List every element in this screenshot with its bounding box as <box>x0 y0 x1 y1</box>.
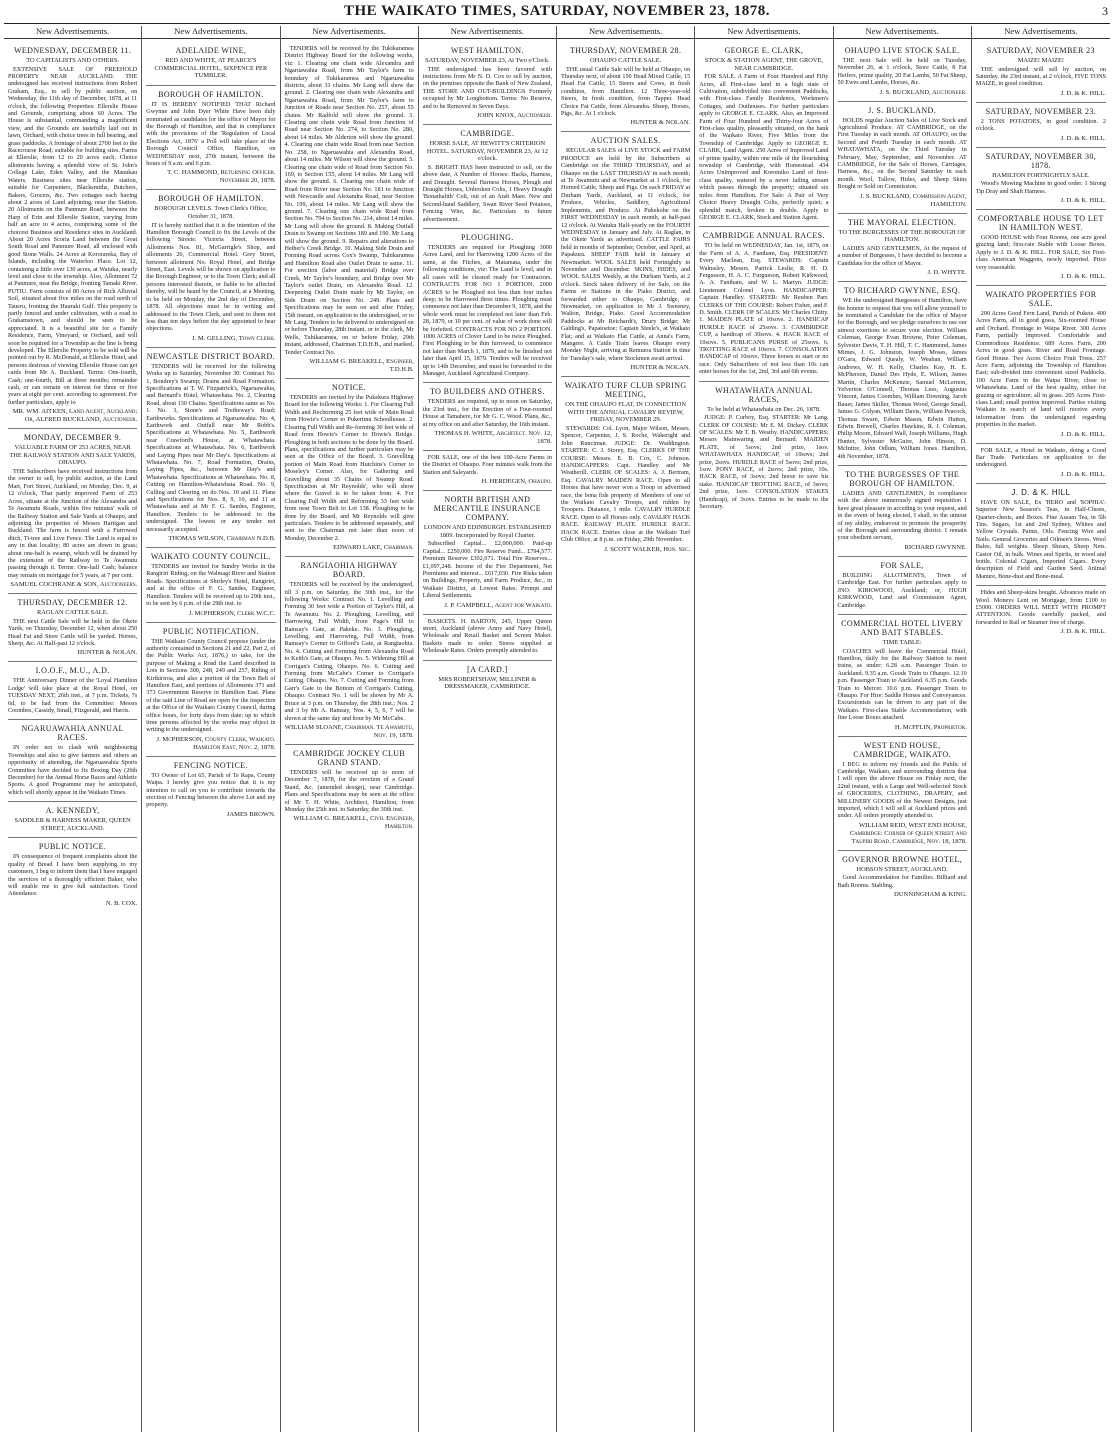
advertisement <box>8 838 137 911</box>
ad-body: THE next Cattle Sale will be held in the Okete Yards, on Thursday, December 12, when about 250 Head Fat and Store Cattle will be yarded. Horses, Sheep, &c. At Half-past 12 o'clock. <box>8 617 138 647</box>
ad-title: NOTICE. <box>332 383 367 393</box>
ad-title: J. D. & K. HILL <box>1011 487 1071 497</box>
advertisement <box>423 661 552 696</box>
ad-subtitle: RED AND WHITE, AT PEARCE'S COMMERCIAL HOTEL, SIXPENCE PER TUMBLER. <box>154 57 268 80</box>
ad-signature: J. McPHERSON, Clerk W.C.C. <box>188 609 276 617</box>
ad-subtitle: MRS ROBERTSHAW, MILLINER & DRESSMAKER, CAMBRIDGE. <box>438 675 537 691</box>
ad-signature: HUNTER & NOLAN. <box>630 364 691 372</box>
advertisement <box>146 757 275 823</box>
ad-body: THE next Sale will be held on Tuesday, November 26, at 1 o'clock, Store Cattle, 8 Fat Heifers, prime quality, 20 Fat Lambs, 50 Fat Sheep, 50 Ewes and Lambs, Horses, &c. <box>837 57 967 87</box>
ad-title: GOVERNOR BROWNE HOTEL, <box>842 854 963 864</box>
advertisement <box>838 214 967 282</box>
advertisement <box>146 190 275 347</box>
ad-body: Subscribed Capital... £2,000,000. Paid-up Capital... £250,000. Fire Reserve Fund... £794,577. Premium Reserve £302,671. Total Fire Reserves... £1,097,248. Income of the Fire Department, Net Premiums and interest... £617,030. Fire Risks taken on Buildings, Property, and Farm Produce, &c., in Waikato District, at Lowest Rates. Prompt and Liberal Settlements. <box>422 540 552 600</box>
ad-signature: J. D. & K. HILL. <box>1060 134 1106 142</box>
ad-subtitle: MAIZE! MAIZE! <box>1017 57 1065 64</box>
ad-title: RANGIAOHIA HIGHWAY BOARD. <box>300 561 398 580</box>
ad-signature: THOMAS WILSON, Chairman N.D.B. <box>168 535 276 543</box>
ad-body: IT is hereby notified that it is the intention of the Hamilton Borough Council to fix the Levels of the following Streets: Victoria Street, between Allotments Nos. 81, McGarrigle's Shop, and allotments 26, Commercial Hotel. Grey Street, between allotment No. Royal Hotel, and Bridge Street, East. Levels will be shown on application to the Borough Engineer, or to the Town Clerk; and all persons interested therein, or liable to be affected thereby, will be heard by the Council, at a Meeting, to be held on Monday, the 2nd day of December, 1878. All objections must be in writing and addressed to the Town Clerk, and sent to them not less than ten days before the day appointed to hear objections. <box>146 221 276 333</box>
ad-signature: J. D. & K. HILL. <box>1060 628 1106 636</box>
ad-title: COMMERCIAL HOTEL LIVERY AND BAIT STABLES. <box>841 618 964 637</box>
advertisement <box>423 125 552 229</box>
advertisement <box>423 383 552 451</box>
column-header: New Advertisements. <box>834 26 971 39</box>
ad-signature: J. McPHERSON, County Clerk, Waikato. Hamilton East, Nov. 2, 1878. <box>156 735 276 751</box>
column-header: New Advertisements. <box>557 26 694 39</box>
ad-subtitle: TO CAPITALISTS AND OTHERS. <box>26 57 119 64</box>
ad-body: WE the undersigned Burgesses of Hamilton, have the honour to request that you will allow yourself to be nominated a Candidate for the office of Mayor for the Borough, and we pledge ourselves to use our utmost exertions to secure your election. William Coleman, George Evan Browne, Peter Coleman, Sylvester Davis, T. H. Hill, T. C. Hammond, James Mimes, J. G. Johnston, Joseph Moses, James O'Gara, Edward Quealy, W. Weaban, William Andrews, W. H. Kelly, Charles Kay, H. E. McPherson, Daniel Des Hyde, E. Wilson, James Martin, Charles McKenzie, Samuel McLernon, Yelverton O'Connell, Thomas Lees, Augustus Vincent, James Coombes, William Downing, Jacob Bauer, James Skiller, Thomas Wood, George Small, James G. Colyan, William Davis, William Peacock, Thomas Swarn, Edwin Mason, Edwin Hutton, Edwin Brewell, Charles Hawkins, R. J. Coleman, Philip Moore, Edward Wall, Joseph Williams, Hugh Hunter, Sylvester McGuire, John Hinson, D. McIntire, John Odlum, William Jones. Hamilton, 4th November, 1878. <box>837 297 967 460</box>
ad-subtitle: STOCK & STATION AGENT, THE GROVE, NEAR CAMBRIDGE. <box>704 57 823 72</box>
ad-title: THE MAYORAL ELECTION. <box>847 217 957 227</box>
ad-body: STEWARDS: Col. Lyon, Major Wilson, Messrs. Spencer, Carpenter, J. S. Roche, Wakeright and John Runciman. JUDGE: Dr. Waddington. STARTER: C. J. Storey, Esq. CLERKS OF THE COURSE: Messrs. E. B. Cox, C. Johnson. HANDICAPPERS: Capt. Handley and Mr Weatherill. CLERK OF SCALES: A. J. Bertram, Esq. CAVALRY MAIDEN RACE. Open to all Horses that have never won a Troop or advertised race, the bona fide property of Members of one of the Waikato Cavalry Troops, and ridden by Troopers. Distance, 1 mile. CAVALRY HURDLE RACE. Open to all Horses only. CAVALRY HACK RACE. RAILWAY PLATE. HURDLE RACE. HACK RACE. Entries close at the Waikato Turf Club Office, at 8 p.m. on Friday, 29th November. <box>561 425 691 544</box>
ad-body: IT IS HEREBY NOTIFIED THAT Richard Gwynne and John Dyer White Have been duly nominated as candidates for the office of Mayor for the Borough of Hamilton, and that in compliance with the provisions of the 'Regulation of Local Elections Act, 1876' a Poll will take place at the Borough Council Office, Hamilton, on WEDNESDAY next, 27th instant, between the hours of 9 a.m. and 6 p.m. <box>146 100 276 168</box>
ad-body: TENDERS will be received for the following Works up to Saturday, November 30: Contract No. 1, Boudrey's Swamp; Drains and Road Formation. Specifications at T. W. Fitzpatrick's, Ngaruawahia, and Bernard's Hotel, Whatawhata. No. 2, Clearing Road, about 130 Chains. Specifications same as No. 1. No. 3, Stone's and Tretheway's Road; Earthworks. Specifications at Ngaruawahia. No. 4, Earthwork and Outfall near Mr Robb's. Specifications at Whatawhata. No. 5, Earthwork near Crawford's House, at Whatawhata. Specifications at Whatawhata. No. 6, Earthwork and Laying Pipes near Mr Day's. Specifications at Whatawhata. No. 7, Road Formation, Drains, Laying Pipes, &c., between Mr Day's and Whatawhata. Specifications at Whatawhata. No. 8, Cutting on Hamilton-Whatawhata Road. No. 9, Culling and Clearing on do Nos. 10 and 11. Plans and Specifications for Nos. 8, 9, 10, and 11 at Whatawhata and at Mr F. G. Sandes, Engineer, Hamilton. Tenders to be addressed to the undersigned. The lowest or any tender not necessarily accepted. <box>146 362 276 533</box>
ad-signature: J. D. & K. HILL. <box>1060 197 1106 205</box>
ad-signature: J. P. CAMPBELL, Agent for Waikato. <box>444 601 552 609</box>
column-header: New Advertisements. <box>695 26 832 39</box>
ad-signature: WILLIAM REID, WEST END HOUSE, Cambridge: Corner of Queen Street and Taupiri Road. Cambridge, Nov. 18, 1878. <box>849 821 967 845</box>
ad-body: TENDERS will be received by the undersigned, till 3 p.m. on Saturday, the 30th inst., for the following Works: Contract No. 1. Levelling and Forming 30 feet wide a Portion of Taylor's Hill, at Te Awamutu. No. 2. Ploughing, Levelling, and Harrowing, Full Width, from Page's Hill to Ramsay's Gate, at Pakeke. No. 3. Ploughing, Levelling, and Harrowing, Full Width, from Ramsay's Corner to Gifford's Gate, at Rangiaohia. No. 4. Cutting and Forming from Alexandra Road to Keith's Gate, at Ohaupo. No. 5. Widening Hill at Corrigan's Cutting, Ohaupo. No. 6. Cutting and Forming from McCabe's Corner to Corrigan's Cutting, Ohaupo. No. 7. Cutting and Forming from Garr's Gate to the Bottom of Corrigan's Cutting, Ohaupo. Contract No. 1 will be shown by Mr A. Bruce at 3 p.m. on Thursday, the 28th inst.; Nos. 2 and 3 by Mr A. Ramsay, Nos. 4, 5, 6, 7 will be shown at the same day and hour by Mr McCabe. <box>284 581 414 722</box>
ad-title: AUCTION SALES. <box>590 136 661 146</box>
ad-title: TO BUILDERS AND OTHERS. <box>429 387 545 397</box>
ad-subtitle: HORSE SALE, AT HEWITT'S CRITERION HOTEL. SATURDAY, NOVEMBER 23, At 12 o'clock. <box>426 140 548 163</box>
ad-signature: EDWARD LAKE, Chairman. <box>333 544 414 552</box>
advertisement <box>838 102 967 214</box>
advertisement <box>699 227 828 381</box>
column-6 <box>695 26 833 1432</box>
ad-title: WEST END HOUSE, CAMBRIDGE, WAIKATO. <box>853 740 951 759</box>
advertisement <box>423 451 552 491</box>
advertisement <box>699 42 828 227</box>
ad-title: PLOUGHING. <box>461 233 514 243</box>
ad-body: THE Subscribers have received instructions from the owner to sell, by public auction, at the Land Mart, Fort Street, Auckland, on Monday, Dec. 9, at 12 o'clock, That partly improved Farm of 253 Acres, situate at the Junction of the Alexandra and Te Awamutu Roads, within five minutes' walk of the Railway Station and Sale Yards at Ohaupo, and adjoining the properties of Messrs Hartigan and Buckland. The farm is fenced with a Furrowed ditch, Ti-tree and Live Fence. The Land is equal to any in that locality; 80 acres are down in grass; about one-half is swamp, which will be drained by the extension of the Railway to Te Awamutu passing through it. Terms: One-half Cash; balance may remain on mortgage for 5 years, at 7 per cent. <box>8 468 138 579</box>
ad-signature: J. D. & K. HILL. <box>1060 273 1106 281</box>
ad-title: WEDNESDAY, DECEMBER 11. <box>13 46 132 55</box>
column-header: New Advertisements. <box>419 26 556 39</box>
ad-body: LADIES AND GENTLEMEN, At the request of a number of Burgesses, I have decided to become a Candidate for the office of Mayor. <box>837 244 967 267</box>
ad-signature: JOHN KNOX, Auctioneer. <box>476 112 552 120</box>
ad-signature: DUNNINGHAM & KING. <box>894 891 967 899</box>
ad-subtitle: SADDLER & HARNESS MAKER, QUEEN STREET, AUCKLAND. <box>14 817 131 832</box>
ad-body: JUDGE: P. Corboy, Esq. STARTER: Mr Lang. CLERK OF COURSE: Mr E. M. Dickey. CLERK OF SCALES: Mr T. B. Westby. HANDICAPPERS: Messrs Mainwaring and Bernard. MAIDEN PLATE, of 5sovs; 2nd prize, 1sov. WHATAWHATA HANDICAP, of 10sovs; 2nd prize, 2sovs. HURDLE RACE of 5sovs; 2nd prize, 1sov. PONY RACE, of 2sovs; 2nd prize, 10s. HACK RACE, of 3sovs; 2nd horse to save his stake. HANDICAP TROTTING RACE, of 3sovs; 2nd prize, 1sov. CONSOLATION STAKES (Handicap), of 3sovs. Entries to be made to the Secretary. <box>699 414 829 511</box>
ad-body: TENDERS are required for Ploughing 3000 Acres Land, and for Harrowing 1200 Acres of the same, at the Fitches, at Matamata, under the following conditions, viz: The Land is level, and in all cases will be cleared ready for Contractors. CONTRACTS FOR NO 1 PORTION. 2000 ACRES to be Ploughed not less than four inches deep; to be Harrowed three times. Ploughing must commence not later than December 9, 1878, and the whole work must be completed not later than Feb. 28, 1879, or 10 per cent. of value of work done will be forfeited. CONTRACTS FOR NO 2 PORTION. 1000 ACRES of Clover Land to be twice Ploughed. First Ploughing to be thin furrowed, to commence not later than March 1, 1879, and to be finished not later than April 15, 1879. Tenders will be received up to 14th December, and must be forwarded to the Manager, Auckland Agricultural Company. <box>422 244 552 377</box>
newspaper-title: THE WAIKATO TIMES, SATURDAY, NOVEMBER 23, 1878. <box>343 3 771 19</box>
ad-body: THE usual Cattle Sale will be held at Ohaupo, on Thursday next, of about 150 Head Mixed Cattle, 15 Head Fat Cattle, 15 Steers and Cows, in fresh condition, from Hamilton. 12 Three-year-old Steers, In fresh condition, from Tapper. Head Choice Fat Cattle, from Alexandra. Sheep, Horses, Pigs, &c. At 1 o'clock. <box>561 65 691 118</box>
ad-title: J. S. BUCKLAND. <box>868 105 937 115</box>
ad-title: WEST HAMILTON. <box>450 46 524 55</box>
ad-subtitle: RAGLAN CATTLE SALE. <box>37 609 109 617</box>
ad-signature: WILLIAM SLOANE, Chairman. Te Awamutu, Nov. 19, 1878. <box>284 723 414 739</box>
column-7 <box>834 26 972 1432</box>
ad-subtitle: TIME TABLE: <box>882 638 922 646</box>
ad-title: MONDAY, DECEMBER 9. <box>23 433 122 443</box>
advertisement <box>423 229 552 383</box>
page-number: 3 <box>1102 4 1108 18</box>
ad-subtitle: HAMILTON FORTNIGHTLY SALE. <box>992 171 1090 179</box>
advertisement <box>976 586 1106 640</box>
ad-signature: J. M. GELLING, Town Clerk. <box>192 334 276 342</box>
ad-title: SATURDAY, NOVEMBER 23. <box>985 106 1097 116</box>
ad-body: TENDERS are invited for Sundry Works in the Rangiriri Riding, on the Walmagi River and Station Roads. Specifications at Shirley's Hotel, Rangiriri, and at the office of F. G. Sandes, Engineer, Hamilton. Tenders will be received up to 29th inst., to be sent by 6 p.m. of the 29th inst. to <box>146 563 276 608</box>
ad-signature: HUNTER & NOLAN. <box>77 649 138 657</box>
ad-body: 200 Acres Good Fern Land, Parish of Pukete. 400 Acres Farm, all in good grass, Six-roomed House and Orchard. Frontage to Waipa River. 300 Acres Farm, partially improved. Comfortable and Commodious Residence. 689 Acres Farm, 200 Acres in good grass. River and Road Frontage. Good House. Two Acres Choice Fruit Trees. 257 Acre Farm, adjoining the Township of Hamilton East; sub-divided into convenient sized Paddocks. 100 Acre Farm in the Waipa River, close to Whatawhata. Land of the best quality, either for grazing or agriculture; all in grass. 205 Acres First-class Land; small portion improved. Parties visiting Waikato in search of land will receive every information from the undersigned regarding properties in the market. <box>975 310 1106 429</box>
ad-signature: H. McFFLIN, Proprietor. <box>894 723 967 731</box>
ad-title: SATURDAY, NOVEMBER 30, 1878. <box>985 151 1097 170</box>
ad-title: CAMBRIDGE. <box>460 129 515 139</box>
advertisement <box>838 466 967 557</box>
ad-title: THURSDAY, DECEMBER 12. <box>17 598 128 608</box>
ad-subtitle: VALUABLE FARM OF 253 ACRES, NEAR THE RAILWAY STATION AND SALE YARDS, OHAUPO. <box>9 444 136 467</box>
ad-subtitle: SATURDAY, NOVEMBER 23, At Two o'Clock. <box>425 57 550 64</box>
column-5 <box>557 26 695 1432</box>
ad-body: BUILDING ALLOTMENTS, Town of Cambridge East. For further particulars apply to JNO. KIRKWOOD, Auckland; or, HUGH KIRKWOOD, Land and Commission Agent, Cambridge. <box>837 571 967 609</box>
ad-body: Good Accommodation for Families. Billiard and Bath Rooms. Stabling. <box>837 874 967 889</box>
column-8 <box>972 26 1110 1432</box>
advertisement <box>8 429 137 594</box>
ad-signature: J. D. WHYTE. <box>927 269 967 277</box>
advertisement <box>561 42 690 132</box>
ad-body: HAVE ON SALE, Ex 'HERO and 'SOPHIA': Superior New Season's Teas, in Half-Chests, Quarter-chests, and Boxes. Fine Assam Tea, in 5lb Tins. Sugars, 1st and 2nd Sydney, Whites and Yellow Crystals. Paints, Oils. Fencing Wire and Nails. General Groceries and Oilmen's Stores. Wool Bales, full weights. Sheep Shears, Sheep Nets. Castor Oil, in bulk. Wines and Spirits, in wood and bottle. Colonial Cigars, Imported Cigars. Every description of Field and Garden Seed. Animal Manure, Bone-dust and Bone-meal. <box>975 498 1106 580</box>
advertisement <box>285 42 414 379</box>
ad-title: TO RICHARD GWYNNE, ESQ. <box>843 286 961 296</box>
advertisement <box>8 720 137 802</box>
ad-subtitle: ON THE OHAUPO FLAT, IN CONNECTION WITH THE ANNUAL CAVALRY REVIEW, FRIDAY, NOVEMBER 29. <box>565 401 687 424</box>
advertisement <box>423 615 552 661</box>
advertisement <box>8 802 137 838</box>
ad-body: TO Owner of Lot 65, Parish of Te Rapa, County Waipa. I hereby give you notice that it is my intention to call on you to contribute towards the erection of Fencing between the above Lot and my property. <box>146 771 276 809</box>
ad-title: PUBLIC NOTICE. <box>38 842 107 852</box>
column-header: New Advertisements. <box>142 26 279 39</box>
advertisement <box>561 132 690 377</box>
advertisement <box>976 210 1106 286</box>
advertisement <box>146 348 275 548</box>
advertisement <box>285 745 414 835</box>
ad-title: OHAUPO LIVE STOCK SALE. <box>844 46 960 55</box>
advertisement <box>423 42 552 125</box>
advertisement <box>976 286 1106 444</box>
ad-body: TENDERS are invited by the Pukekura Highway Board for the following Works: 1. For Clearing Full Width and Rechorming 25 feet wide of Main Road from Howie's Corner to Pukerimu Schoolhouse. 2. Clearing Full Width and Re-forming 30 feet wide of Road from Howie's Corner to Howie's Bridge. Ploughing in both sections to be done by the Board. Plans, specifications and further particulars may be seen at the Office of the Board. 3. Gravelling portion of Main Road from Hutchins's Corner to Moseley's Corner. Also, for Gathering and Gravelling about 35 Chains of Swamp Road. Specification at Mr Reynolds', who will show where the Gravel is to be taken from. 4. For Clearing Full Width and Reforming 33 feet wide from near Town Belt to Lot 138. Ploughing to be done by the Board, and Mr Reynolds will give particulars. Tenders to be addressed separately, and sent to the Chairman not later than noon of Monday, December 2. <box>284 394 414 542</box>
ad-title: FENCING NOTICE. <box>173 760 248 770</box>
advertisement <box>699 382 828 516</box>
advertisement <box>976 103 1106 148</box>
ad-body: GOOD HOUSE with Four Rooms, one acre good grazing land; first-rate Stable with Loose Boxes. Apply to J. D. & K. HILL. FOR SALE, Six First-class American Waggons, newly imported. Price very reasonable. <box>975 234 1106 271</box>
column-header: New Advertisements. <box>972 26 1110 39</box>
ad-signature: J. D. & K. HILL. <box>1060 430 1106 438</box>
ad-signature: THOMAS H. WHITE, Architect. Nov. 12, 1878. <box>434 430 552 445</box>
ad-body: THE undersigned will sell by auction, on Saturday, the 23rd instant, at 2 o'clock, FIVE TONS MAIZE, in good condition. <box>975 65 1106 88</box>
ad-body: EXTENSIVE SALE OF FREEHOLD PROPERTY NEAR AUCKLAND. THE undersigned has received instructions from Robert Graham, Esq., to sell by public auction, on Wednesday, the 11th day of December, 1878, at 11 o'clock, the following Properties: Ellerslie House and Grounds, comprising about 60 Acres. The House is substantial, commanding a magnificent view, and the Grounds are tastefully laid out in lawn, Orchard, with choice trees in full bearing, and grass paddocks. A frontage of about 2700 feet to the Racecourse Road; suitable for building sites. Farms at Ellerslie, from 12 to 20 acres each. Choice allotments having a splendid view of St. John's College Lake, Eden Valley, and the Manukau Waters. Business sites near Ellerslie station, suitable for Carpenters, Blacksmiths, Butchers, Bakers, Grocers, &c. Two cottages each having about 2 acres of Land adjoining, near the Station. 20 Allotments on the Panmure Road, between the Harp of Erin and Ellerslie Station, varying from half an acre to 4 acres, comprising some of the choicest Business and Residence sites in Auckland. About 20 Acres Scoria Land between the Great South Road and Panmure Road, all enclosed with good Stone Walls. 24 Acres at Kororareka, Bay of Islands, including the Waterloo Place. Lot 12, containing a little over 130 acres, at Waiuku, nearly level and close to the township. Also, Allotment 72 at Panmure, near the Bridge, fronting Tamaki River. PUTIU. Farm consists of 80 Acres of Rich Alluvial Soil, situated about five miles on the road north of Taueru, fronting the Hauraki Gulf. This property is partly fenced and under cultivation, with a road to Grahamstown, and should be seen to be appreciated. It is a beautiful site for a Family Residence, Farm, Vineyard, or Orchard, and will soon be required for a Township as the line is being developed. The Ellerslie Property to be sold will be pointed out by R. McDonald, at Ellerslie Hotel, and persons desirous of viewing Ellerslie House can get cards from Mr A. Buckland. Terms: One-fourth, Cash; one-fourth, Bill at three months; remainder cash, or can remain on interest for three or five years at eight per cent. according to agreement. For further particulars, apply to <box>8 65 138 406</box>
advertisement <box>976 484 1106 586</box>
ad-body: THE Anniversary Dinner of the 'Loyal Hamilton Lodge' will take place at the Royal Hotel, on TUESDAY NEXT, 26th inst., at 7 p.m. Tickets, 7s 6d, to be had from the Committee: Messrs Coombes, Cassidy, Small, Fitzgerald, and Harris. <box>8 677 138 714</box>
advertisement <box>8 594 137 662</box>
ad-title: THURSDAY, NOVEMBER 28. <box>569 46 682 55</box>
ad-title: BOROUGH OF HAMILTON. <box>158 194 264 204</box>
ad-signature: WILLIAM G. BREAKELL, Civil Engineer, Hamilton. <box>293 815 414 831</box>
ad-title: WAIKATO TURF CLUB SPRING MEETING, <box>564 381 687 400</box>
ad-signature: J. D. & K. HILL. <box>1060 470 1106 478</box>
advertisement <box>838 282 967 466</box>
ad-body: FOR SALE, one of the best 100-Acre Farms in the District of Ohaupo. Four minutes walk from the Station and Saleyards. <box>422 454 552 476</box>
ad-title: CAMBRIDGE JOCKEY CLUB GRAND STAND. <box>293 748 406 767</box>
advertisement <box>976 444 1106 484</box>
column-3 <box>281 26 419 1432</box>
ad-subtitle: BOROUGH LEVELS. Town Clerk's Office, October 31, 1878. <box>154 205 268 221</box>
ad-signature: J. S. BUCKLAND, Commission Agent, HAMILTON. <box>859 192 967 208</box>
ad-title: BOROUGH OF HAMILTON. <box>158 89 264 99</box>
ad-body: TO be held on WEDNESDAY, Jan. 1st, 1879, on the Farm of A. A. Fantham, Esq. PRESIDENT: Every Maclean, Esq. STEWARDS: Captain Walmsley, Messrs. Patrick Leslie, R. H. D. Fergusson, H. A. C. Furgueson, Robert Kirkwood, A. A. Fantham, and W. L. Martyn. JUDGE: Lieutenant Colonel Lyon. HANDICAPPER: Captain Handley. STARTER: Mr Reuben Parr. CLERKS OF THE COURSE: Robert Fisher, and F. D. Smith. CLERK OF SCALES: Mr Charles Chitty. 1. MAIDEN PLATE of 10sovs. 2. HANDICAP HURDLE RACE of 25sovs. 3. CAMBRIDGE CUP, a handicap of 30sovs. 4. HACK RACE of 10sovs. 5. PUBLICANS PURSE of 25sovs. 6. TROTTING RACE of 10sovs. 7. CONSOLATION HANDICAP of 10sovs. Three horses to start or no race. Only Subscribers of not less than 10s can enter horses for the 1st, 2nd, 3rd and 6th events. <box>699 242 829 376</box>
advertisement <box>8 42 137 429</box>
columns-container <box>4 26 1110 1432</box>
ad-title: A. KENNEDY, <box>45 806 100 816</box>
ad-signature: SAMUEL COCHRANE & SON, Auctioneers. <box>10 581 138 589</box>
ad-title: PUBLIC NOTIFICATION. <box>162 626 259 636</box>
ad-signature: HUNTER & NOLAN. <box>630 119 691 127</box>
ad-title: NORTH BRITISH AND MERCANTILE INSURANCE COMPANY. <box>433 495 542 523</box>
ad-body: LADIES AND GENTLEMEN, In compliance with the above numerously signed requisition I have great pleasure in acceding to your request, and in the event of being elected, I shall, to the utmost of my ability, endeavour to promote the prosperity of the Borough and surrounding district. I remain your obedient servant, <box>837 490 967 542</box>
advertisement <box>8 662 137 720</box>
advertisement <box>146 42 275 86</box>
ad-signature: RICHARD GWYNNE. <box>904 543 967 551</box>
advertisement <box>976 148 1106 210</box>
ad-subtitle: TO THE BURGESSES OF THE BOROUGH OF HAMILTON. <box>838 228 966 244</box>
ad-body: TENDERS will be received up to noon of December 7, 1878, for the erection of a Grand Stand, &c. (amended design), near Cambridge. Plans and Specifications may be seen at the office of Mr T. H. White, Architect, Hamilton, from Monday the 25th inst. to Saturday, the 30th inst. <box>284 768 414 813</box>
ad-body: THE Waikato County Council propose (under the authority contained in Sections 21 and 22, Part 2, of the Public Works Act, 1876,) to take, for the purpose of Making a Road the Land described in Lots in Sections 300, 248, 249 and 257, Riding of Kirikiriroa, and also a portion of the Town Belt of Hamilton East, and portions of Allotments 371 and 373 Government Reserve in Hamilton East. Plans of the said Line of Road are open for the inspection at the Office of the Waikato County Council, during office hours, for forty days from date; up to which time persons affected by the works may object in writing to the undersigned. <box>146 637 276 734</box>
ad-title: ADELAIDE WINE, <box>175 46 247 55</box>
ad-body: IN order not to clash with neighbouring Townships and also to give farmers and others an opportunity of attending, the Ngaruawahia Sports Committee have decided to fix Boxing Day (26th December) for the Annual Horse Races and Athletic Sports. A good Programme may be anticipated, which will shortly appear in the Waikato Times. <box>8 744 138 796</box>
ad-body: TENDERS are required, up to noon on Saturday, the 23rd inst., for the Erection of a Four-roomed House at Tamahere, for Mr G. C. Wood. Plans, &c., at my office on and after Saturday, the 16th instant. <box>422 398 552 428</box>
ad-body: IN consequence of frequent complaints about the quality of Bread I have been supplying to my customers, I beg to inform them that I have engaged the services of a thoroughly efficient Baker, who will enable me to give full satisfaction. Good Attendance. <box>8 853 138 898</box>
advertisement <box>561 377 690 557</box>
masthead <box>0 0 1114 22</box>
advertisement <box>976 42 1106 103</box>
ad-title: NEWCASTLE DISTRICT BOARD. <box>146 351 276 361</box>
ad-body: TENDERS will be received by the Tukikaramea District Highway Board for the following works, viz: 1. Clearing one chain wide Alexandra and Ngaruawahia Road, from Mr Taylor's farm to boundary of Tukikaramea and Ngaruawahia districts, about 31 chains. Mr Lang will show the ground. 2. Clearing one chain wide Alexandra and Ngaruawahia Road, from Mr Taylor's farm to Junction of Roads near Section No. 257, about 55 chains. Mr Radfold will show the ground. 3. Clearing one chain wide Road from Junction of Road near Section No. 274, to Section No. 280, about 14 miles. Mr Alderton will show the ground. 4. Clearing one chain wide Road from near Section No. 258, to Ngaruawahia and Alexandra Road, about 14 miles. Mr Wilson will show the ground. 5. Clearing one chain wide of Road from Section No. 169, to Section 155, about 14 miles. Mr Lang will show the ground. 6. Clearing one chain wide of Road from River near Section No. 181 to Junction with Newcastle and Alexandra Road, near Section No. 199, about 14 miles. Mr Lang will show the ground. 7. Clearing one chain wide Road from Section No. 794 to Section No. 214, about 14 miles. Mr Lang will show the ground. 8. Making Outfall Drain to Swamp on Sections 189 and 190. Mr Lang will show the ground. 9. Repairs and alterations to Hether's Creek Bridge. 10. Making Side Drain and Forming Road across Cox's Swamp, Tuhikaramea and Hamilton Road also Outlet Drain to same. 11. For erection (labor and material) Bridge over Creek, Mr Taylor's boundary, and Bridge over Mr Taylor's outlet Drain, on Alexandra Road. 12. Deepening Outlet Drain made by Mr Taylor, on Side Drain on Section No. 249. Plans and Specifications may be seen on and after Friday, 15th instant, on application to the undersigned, or to Mr Lang. Tenders to be delivered to undersigned on or before Thursday, 28th instant, or to the clerk, Mr Wells, Tuhikaramea, on or before Friday, 29th instant, addressed, Chairman T.D.H.B., and marked, Tender Contract No. <box>284 45 414 356</box>
ad-body: BASKETS. H. BARTON, 245, Upper Queen street, Auckland (above Army and Navy Hotel), Wholesale and Retail Basket and Screen Maker. Baskets made to order. Stores supplied at Wholesale Rates. Orders promptly attended to. <box>422 617 552 655</box>
ad-subtitle: To be held at Whatawhata on Dec. 26, 1878. <box>707 405 821 413</box>
column-2 <box>142 26 280 1432</box>
ad-body: FOR SALE. A Farm of Four Hundred and Fifty Acres, all First-class land in a high state of Cultivation, subdivided into convenient Paddocks, with First-class Family Residence, Workmen's Cottages, and Outhouses. For further particulars apply to GEORGE E. CLARK. Also, an Improved Farm of Four Hundred and Thirty-four Acres of First-class quality, pleasantly situated, on the bank of the Waikato River, Five Miles from the Township of Cambridge. Apply to GEORGE E. CLARK, Land Agent. 250 Acres of Improved Land of prime quality, within one mile of the flourishing township of Cambridge, with Homestead. 434 Acres Unimproved and Koromiko Land of first-class quality, watered by a never failing stream which passes through the property; situated six miles from Hamilton. For Sale: A Pair of Very Choice Heavy Draught Colts, perfectly quiet; a splendid match, broken in double. Apply to GEORGE E. CLARK, Stock and Station Agent. <box>699 73 829 221</box>
advertisement <box>285 379 414 557</box>
ad-title: COMFORTABLE HOUSE TO LET IN HAMILTON WEST. <box>978 214 1104 233</box>
ad-title: FOR SALE, <box>880 560 924 570</box>
ad-title: WAIKATO PROPERTIES FOR SALE. <box>985 290 1097 309</box>
ad-signature: J. SCOTT WALKER, Hon. Sec. <box>604 545 691 553</box>
ad-title: WHATAWHATA ANNUAL RACES, <box>715 385 813 404</box>
ad-subtitle: LONDON AND EDINBURGH. ESTABLISHED 1809. Incorporated by Royal Charter. <box>423 524 551 539</box>
column-4 <box>419 26 557 1432</box>
ad-body: Wood's Mowing Machine in good order. 1 Strong Tip Dray and Shaft Harness. <box>975 180 1106 195</box>
masthead-rule <box>4 23 1110 24</box>
ad-signature: WILLIAM G. BREAKELL, Engineer, T.D.H.B. <box>309 358 414 374</box>
ad-title: TO THE BURGESSES OF THE BOROUGH OF HAMILTON. <box>845 470 960 489</box>
ad-title: CAMBRIDGE ANNUAL RACES. <box>702 231 825 241</box>
ad-body: COACHES will leave the Commercial Hotel, Hamilton, daily for the Railway Station to meet trains, as under: 6.28 a.m. Passenger Train to Auckland. 9.35 a.m. Goods Train to Ohaupo. 12.10 p.m. Passenger Train to Auckland. 6.35 p.m. Goods Train to Mercer. 10.6 p.m. Passenger Train to Ohaupo. For Hire: Saddle Horses and Conveyances. Excursionists can be driven to any part of the Waikato. First-class Stable Accommodation, with fine Loose Boxes attached. <box>837 647 967 722</box>
ad-signature: T. C. HAMMOND, Returning Officer. November 20, 1878. <box>167 169 276 185</box>
ad-body: HOLDS regular Auction Sales of Live Stock and Agricultural Produce. AT CAMBRIDGE, on the First Tuesday in each month. AT OHAUPO, on the Second and Fourth Tuesday in each month. AT WHATAWHATA, on the Third Tuesday in February, May, September, and November. AT CAMBRIDGE, for the Sale of Horses, Carriages, Harness, &c., on the Second Saturday in each month. Wool, Tallow, Hides, and Sheep Skins Bought or Sold on Commission. <box>837 116 967 191</box>
advertisement <box>838 557 967 615</box>
ad-body: 2 TONS POTATOES, in good condition. 2 o'clock. <box>975 117 1106 133</box>
ad-signature: H. HERDEGEN, Ohaupo. <box>481 478 552 486</box>
ad-body: REGULAR SALES of LIVE STOCK and FARM PRODUCE are held by the Subscribers at Cambridge on the THIRD THURSDAY, and at Ohaupo on the LAST THURSDAY in each month; at Te Awamutu and at Newmarket at 1 o'clock, for Horned Cattle, Sheep and Pigs. On each FRIDAY at Durham Yards, Auckland, at 11 o'clock, for Produce, Vehicles, Saddlery, Agricultural Implements, and Produce. At Pukekohe on the FIRST WEDNESDAY in each month, at half-past 12 o'clock. At Waiuku Half-yearly on the FOURTH WEDNESDAY in January and July. At Raglan, in the Okete Yards as advertised. CATTLE FAIRS held in months of September, October, and April, at Papakura. SHEEP FAIR held in January at Newmarket. WOOL SALES held Fortnightly in November and December. SKINS, HIDES, and WOOL SALES Weekly, at the Durham Yards, at 2 o'clock. Stock taken delivery of for Sale, on the Farms or Stations in the Piako District, and forwarded either to Ohaupo, Cambridge, or Newmarket, on application to Mr J. Sweeney, Walton, Bridge, Piako. Good Accommodation Paddocks at Mr Reichardt's, Drury Bridge; Mr Galding's, Papatoetoe; Captain Steele's, at Waikato Flat; and at Waikato Flat Cattle, at Anna's Farm, Mangere. A Cattle Train leaves Ohaupo every Monday Night, arriving at Remuera Station in time for Tuesday's sale, where Stockmen await arrival. <box>561 147 691 362</box>
ad-signature: J. S. BUCKLAND, Auctioneer. <box>879 88 967 96</box>
ad-body: THE undersigned has been favored with instructions from Mr N. D. Cox to sell by auction, on the premises opposite the Bank of New Zealand, THE STORE AND OUT-BUILDINGS Formerly occupied by Mr Longbottom. Terms: No Reserve, and to be Removed in Seven Days. <box>422 65 552 110</box>
ad-subtitle: HOBSON STREET, AUCKLAND. <box>856 865 948 873</box>
advertisement <box>146 548 275 622</box>
column-header: New Advertisements. <box>4 26 141 39</box>
ad-signature: MR. WM. AITKEN, Land Agent, Auckland; Or, ALFRED BUCKLAND, Auctioneer. <box>12 408 138 424</box>
ad-title: [A CARD.] <box>467 664 508 674</box>
column-header: New Advertisements. <box>281 26 418 39</box>
advertisement <box>146 86 275 191</box>
advertisement <box>423 491 552 614</box>
ad-title: GEORGE E. CLARK, <box>724 46 804 55</box>
ad-body: I BEG to inform my friends and the Public of Cambridge, Waikato, and surrounding districts that I will open the above House on Friday next, the 22nd instant, with a Large and Well-selected Stock of GROCERIES, CLOTHING, DRAPERY, and MILLINERY GOODS of the Newest Designs, just imported, which I will sell at Auckland prices and under. All orders promptly attended to. <box>837 760 967 820</box>
ad-body: S. BRIGHT HAS been instructed to sell, on the above date, A Number of Horses: Hacks, Harness, and Draught. Several Harness Horses, Plough and Draught Horses, Unbroken Colts, 1 Heavy Draught 'Bonathalith' Colt, out of an Arab Mare. New and Second-hand Saddlery, Swan River Seed Potatoes, Fencing Wire, &c. Particulars in future advertisement. <box>422 163 552 223</box>
ad-signature: N. B. COX. <box>105 899 138 907</box>
column-1 <box>4 26 142 1432</box>
ad-body: Hides and Sheep-skins bought. Advances made on Wool. Moneys Lent on Mortgage, from £100 to £5000. ORDERS WILL MEET WITH PROMPT ATTENTION. Goods carefully packed, and forwarded to Rail or Steamer free of charge. <box>975 589 1106 626</box>
ad-signature: JAMES BROWN. <box>226 810 276 818</box>
ad-title: I.O.O.F., M.U., A.D. <box>35 666 110 676</box>
advertisement <box>285 557 414 745</box>
advertisement <box>838 615 967 737</box>
ad-title: NGARUAWAHIA ANNUAL RACES. <box>21 724 124 743</box>
advertisement <box>146 623 275 757</box>
ad-title: SATURDAY, NOVEMBER 23 <box>986 46 1095 55</box>
advertisement <box>838 737 967 851</box>
ad-subtitle: OHAUPO CATTLE SALE. <box>590 57 662 64</box>
advertisement <box>838 851 967 903</box>
ad-signature: J. D. & K. HILL. <box>1060 89 1106 97</box>
ad-body: FOR SALE, a Hotel in Waikato, doing a Good Bar Trade. Particulars on application to the undersigned. <box>975 446 1106 469</box>
advertisement <box>838 42 967 102</box>
ad-title: WAIKATO COUNTY COUNCIL. <box>150 552 271 562</box>
